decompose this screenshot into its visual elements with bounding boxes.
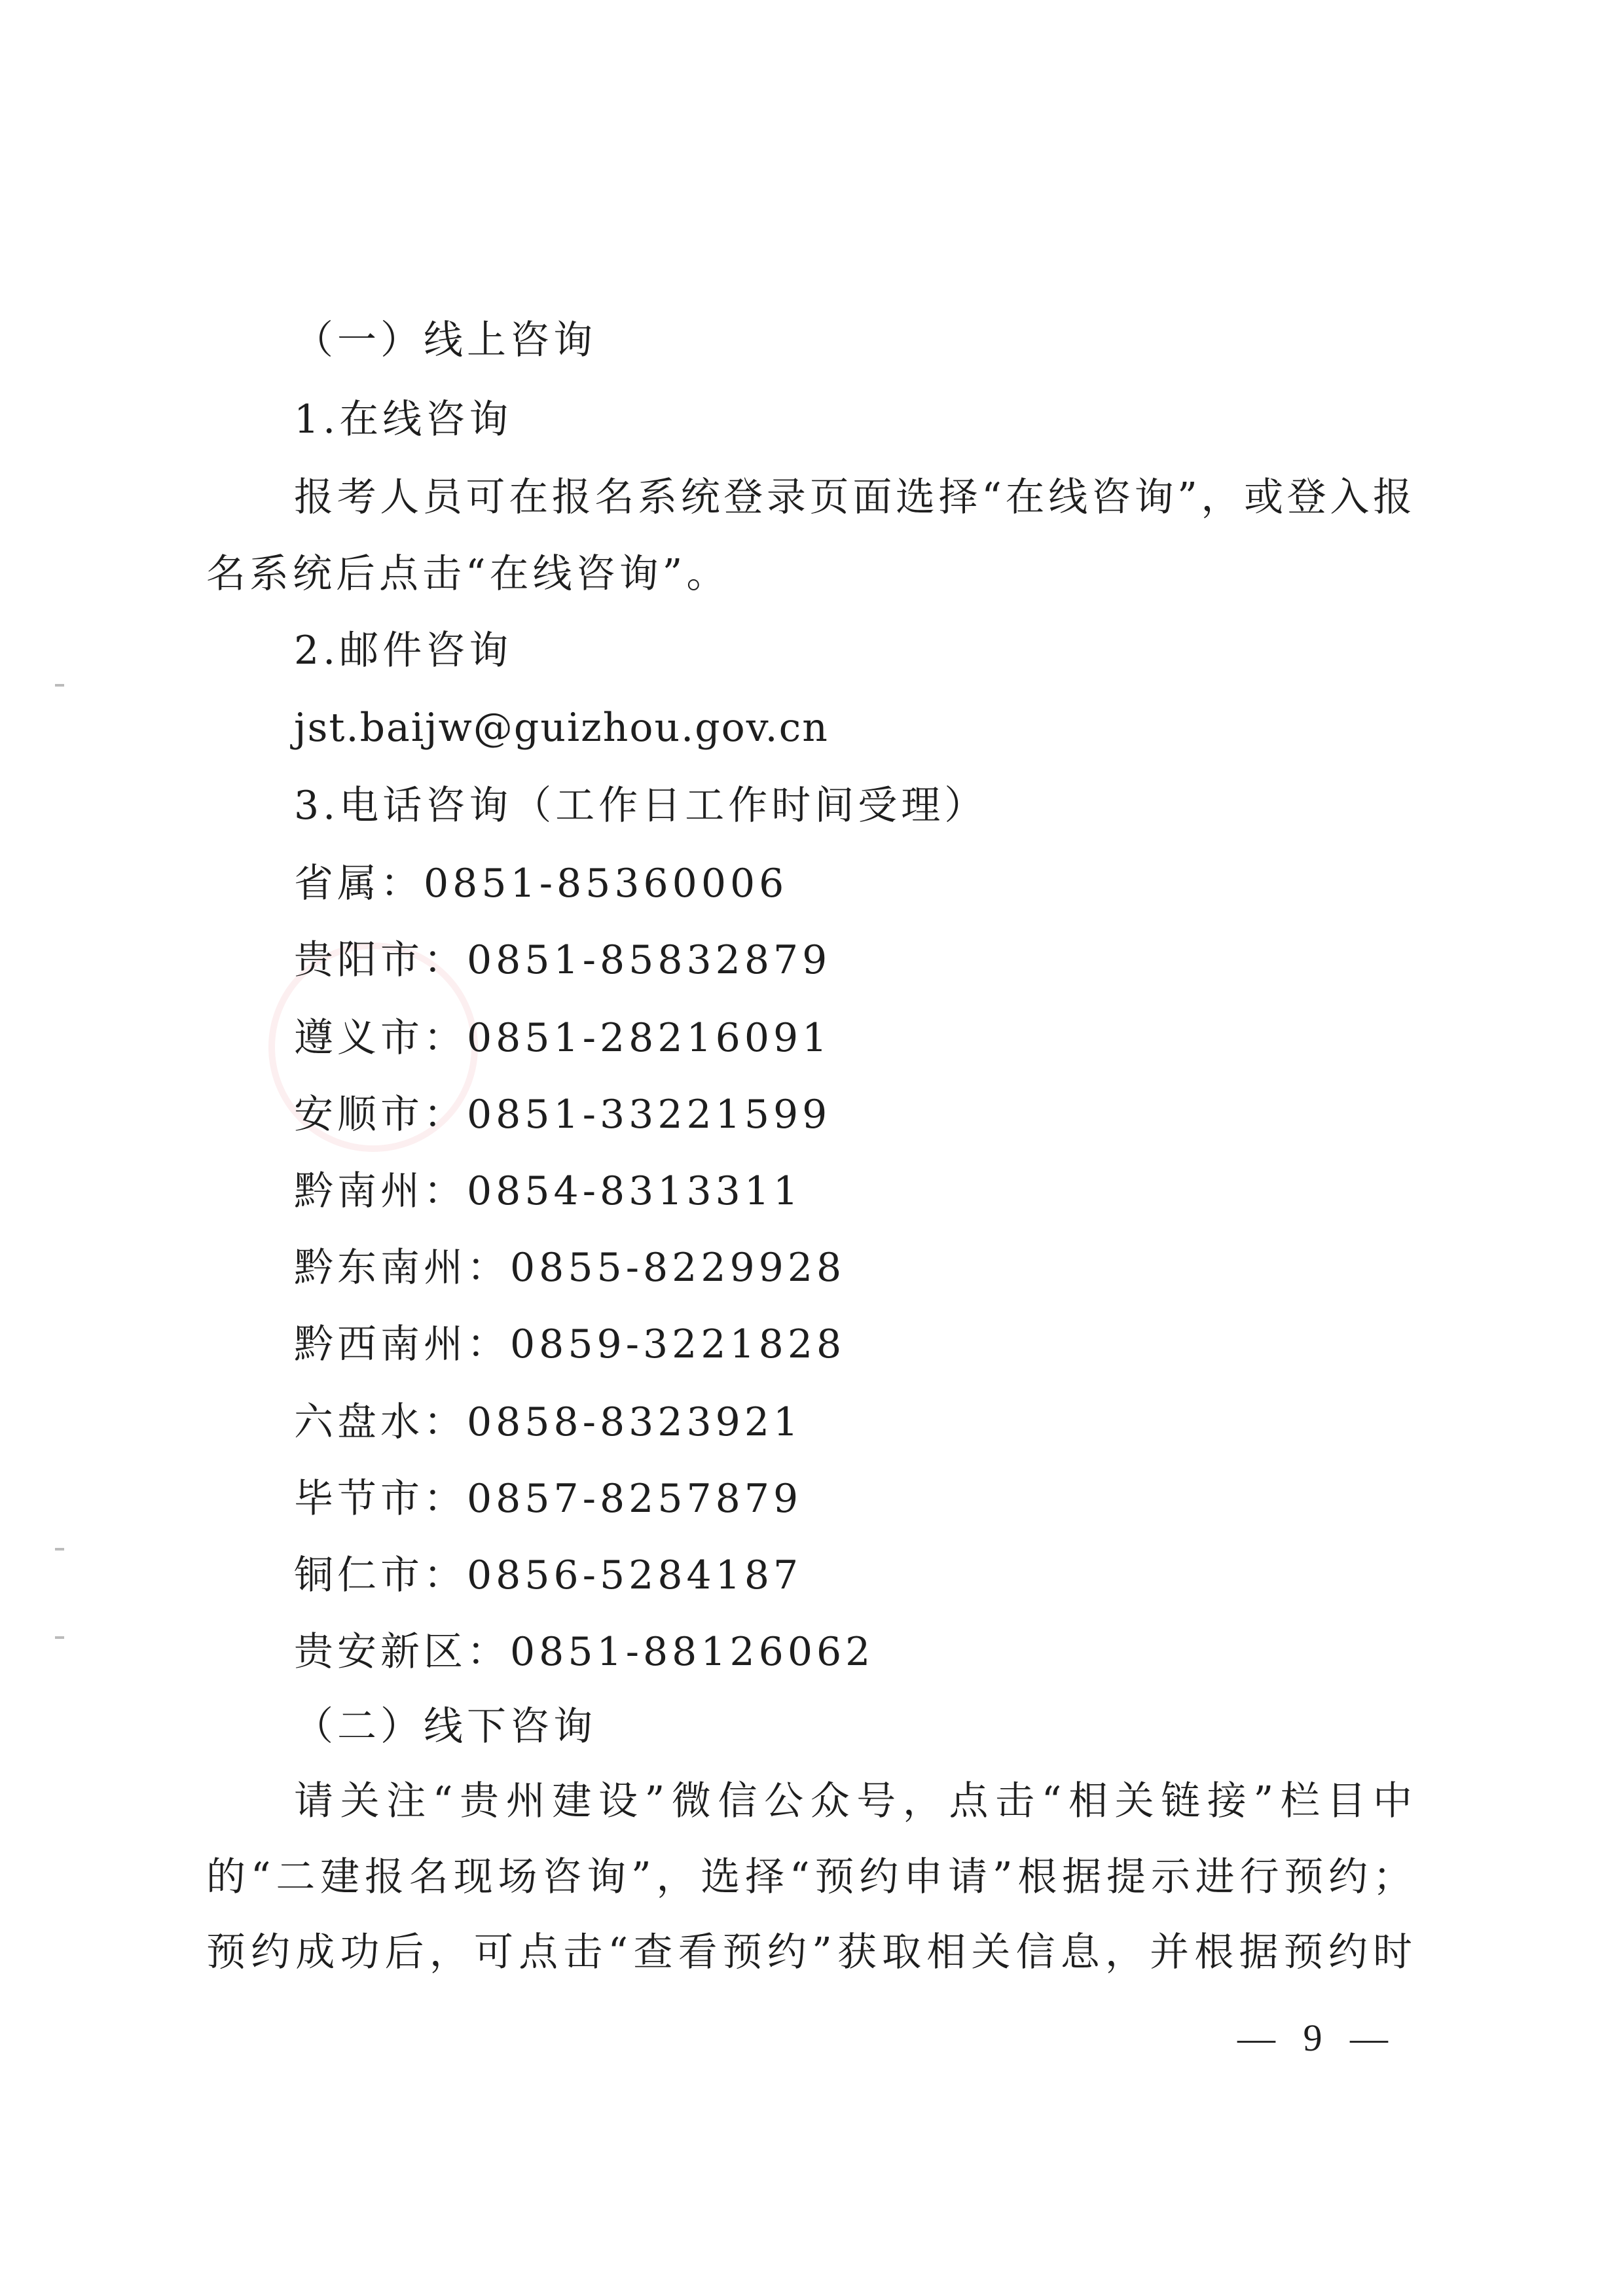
item-title-phone: 3.电话咨询（工作日工作时间受理）	[294, 783, 988, 829]
phone-entry: 六盘水：0858-8323921	[294, 1399, 803, 1445]
phone-entry: 遵义市：0851-28216091	[294, 1015, 831, 1061]
section-heading-offline: （二）线下咨询	[294, 1704, 596, 1749]
email-address: jst.baijw@guizhou.gov.cn	[294, 705, 829, 751]
phone-entry: 省属：0851-85360006	[294, 861, 788, 906]
phone-entry: 黔西南州：0859-3221828	[294, 1321, 846, 1367]
paragraph-line: 请关注“贵州建设”微信公众号，点击“相关链接”栏目中	[294, 1778, 1412, 1824]
phone-entry: 贵安新区：0851-88126062	[294, 1629, 875, 1675]
phone-entry: 贵阳市：0851-85832879	[294, 937, 831, 983]
phone-entry: 毕节市：0857-8257879	[294, 1476, 803, 1522]
item-title-email: 2.邮件咨询	[294, 628, 513, 673]
phone-entry: 安顺市：0851-33221599	[294, 1092, 831, 1138]
page-number: — 9 —	[1237, 2017, 1397, 2059]
paragraph-line: 报考人员可在报名系统登录页面选择“在线咨询”，或登入报	[294, 475, 1412, 520]
phone-entry: 铜仁市：0856-5284187	[294, 1552, 803, 1598]
scan-mark	[55, 1636, 64, 1639]
scan-mark	[55, 684, 64, 687]
paragraph-line: 预约成功后，可点击“查看预约”获取相关信息，并根据预约时	[206, 1929, 1412, 1975]
phone-entry: 黔东南州：0855-8229928	[294, 1245, 846, 1291]
scan-mark	[55, 1548, 64, 1551]
item-title-online: 1.在线咨询	[294, 397, 513, 442]
phone-entry: 黔南州：0854-8313311	[294, 1168, 803, 1214]
paragraph-line: 名系统后点击“在线咨询”。	[206, 551, 730, 597]
paragraph-line: 的“二建报名现场咨询”，选择“预约申请”根据提示进行预约；	[206, 1854, 1412, 1900]
section-heading-online: （一）线上咨询	[294, 317, 596, 363]
